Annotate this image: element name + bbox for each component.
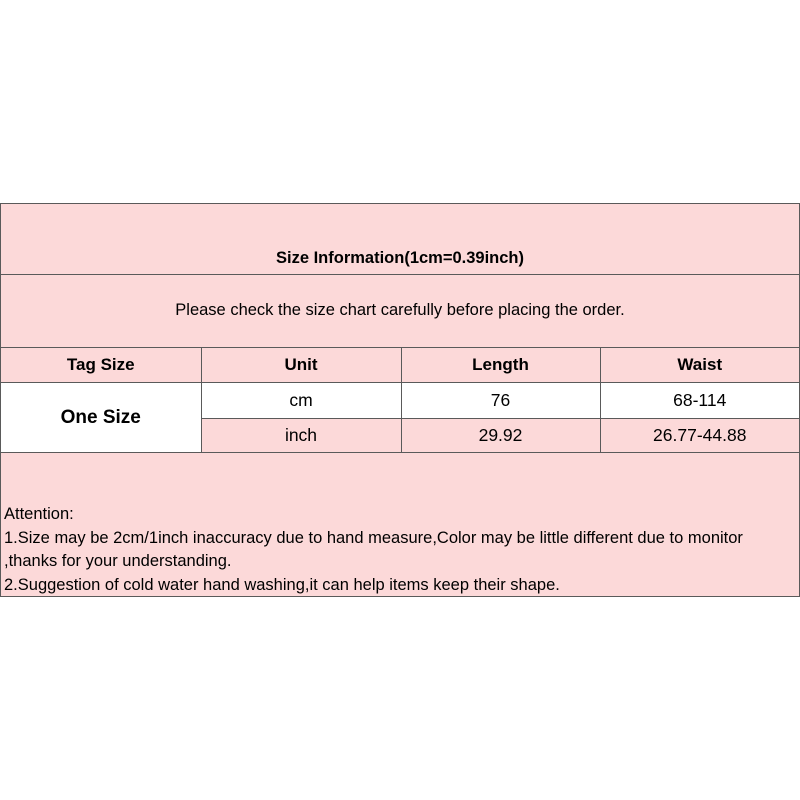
chart-title: Size Information(1cm=0.39inch): [275, 249, 525, 267]
header-tag-size: Tag Size: [1, 348, 201, 383]
table-header-row: [1, 348, 799, 383]
header-unit: Unit: [201, 348, 401, 383]
size-notice: Please check the size chart carefully before placing the order.: [175, 301, 625, 319]
waist-cell: 26.77-44.88: [600, 419, 799, 453]
length-cell: 76: [401, 383, 600, 419]
header-waist: Waist: [600, 348, 799, 383]
size-table: [1, 348, 799, 453]
table-row: [1, 383, 799, 419]
title-row: [1, 204, 799, 275]
unit-cell: cm: [201, 383, 401, 419]
unit-cell: inch: [201, 419, 401, 453]
header-length: Length: [401, 348, 600, 383]
attention-item: 1.Size may be 2cm/1inch inaccuracy due to hand measure,Color may be little different due to monitor ,thanks for your understanding.: [4, 528, 743, 570]
tag-size-cell: One Size: [1, 383, 201, 453]
size-chart: [0, 203, 800, 597]
length-cell: 29.92: [401, 419, 600, 453]
attention-item: 2.Suggestion of cold water hand washing,it can help items keep their shape.: [4, 575, 560, 594]
notice-row: [1, 275, 799, 348]
attention-notes: [4, 503, 794, 597]
attention-heading: Attention:: [4, 505, 74, 523]
waist-cell: 68-114: [600, 383, 799, 419]
